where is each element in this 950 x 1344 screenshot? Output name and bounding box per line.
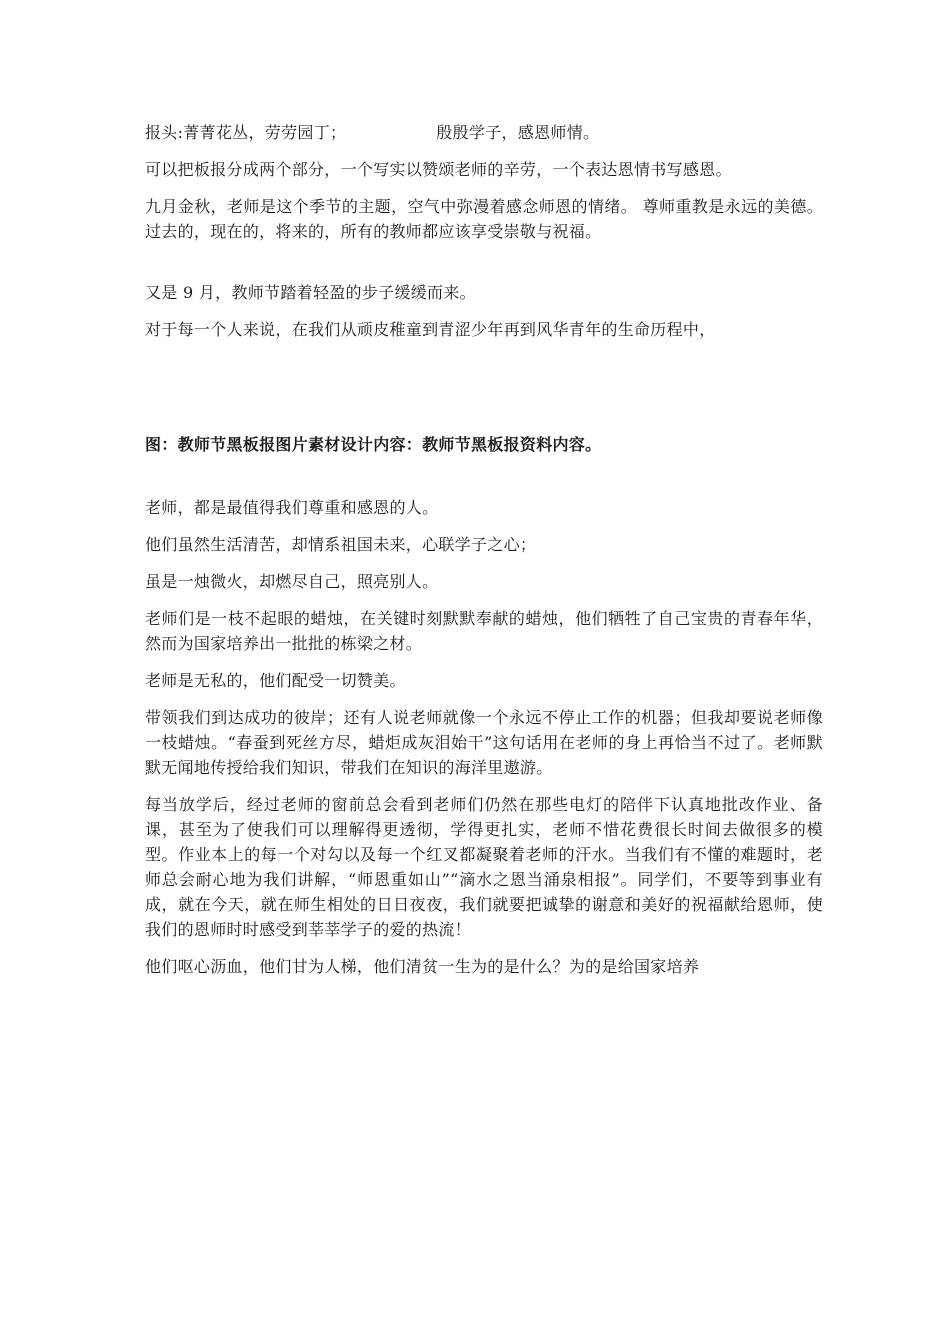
paragraph-selfless: 老师是无私的，他们配受一切赞美。 [145, 671, 406, 690]
paragraph-devotion: 他们呕心沥血，他们甘为人梯，他们清贫一生为的是什么？为的是给国家培养 [145, 957, 700, 976]
paragraph-hardship: 他们虽然生活清苦，却情系祖国未来，心联学子之心； [145, 535, 537, 554]
paragraph-life-journey: 对于每一个人来说，在我们从顽皮稚童到青涩少年再到风华青年的生命历程中， [145, 320, 716, 339]
masthead-part1: 报头:菁菁花丛，劳劳园丁； [145, 123, 347, 142]
masthead-line [145, 120, 823, 145]
section-heading: 图：教师节黑板报图片素材设计内容：教师节黑板报资料内容。 [145, 435, 602, 454]
paragraph-layout-plan: 可以把板报分成两个部分，一个写实以赞颂老师的辛劳，一个表达恩情书写感恩。 [145, 160, 732, 179]
paragraph-lead-us: 带领我们到达成功的彼岸；还有人说老师就像一个永远不停止工作的机器；但我却要说老师像一枝蜡烛。“春蚕到死丝方尽，蜡炬成灰泪始干”这句话用在老师的身上再恰当不过了。老师默默无闻地传授给我们知识，带我们在知识的海洋里遨游。 [145, 708, 823, 777]
paragraph-candle: 老师们是一枝不起眼的蜡烛，在关键时刻默默奉献的蜡烛，他们牺牲了自己宝贵的青春年华，然而为国家培养出一批批的栋梁之材。 [145, 609, 823, 653]
paragraph-golden-autumn: 九月金秋，老师是这个季节的主题，空气中弥漫着感念师恩的情绪。 尊师重教是永远的美德。过去的，现在的，将来的，所有的教师都应该享受崇敬与祝福。 [145, 197, 823, 241]
paragraph-september: 又是 9 月，教师节踏着轻盈的步子缓缓而来。 [145, 283, 476, 302]
paragraph-respect: 老师，都是最值得我们尊重和感恩的人。 [145, 498, 439, 517]
paragraph-after-school: 每当放学后，经过老师的窗前总会看到老师们仍然在那些电灯的陪伴下认真地批改作业、备课，甚至为了使我们可以理解得更透彻，学得更扎实，老师不惜花费很长时间去做很多的模型。作业本上的每一个对勾以及每一个红叉都凝聚着老师的汗水。当我们有不懂的难题时，老师总会耐心地为我们讲解，“师恩重如山”“滴水之恩当涌泉相报”。同学们，不要等到事业有成，就在今天，就在师生相处的日日夜夜，我们就要把诚挚的谢意和美好的祝福献给恩师，使我们的恩师时时感受到莘莘学子的爱的热流！ [145, 795, 823, 939]
masthead-part2: 殷殷学子，感恩师情。 [436, 123, 600, 142]
paragraph-candle-flame: 虽是一烛微火，却燃尽自己，照亮别人。 [145, 572, 439, 591]
document-body [145, 120, 823, 979]
